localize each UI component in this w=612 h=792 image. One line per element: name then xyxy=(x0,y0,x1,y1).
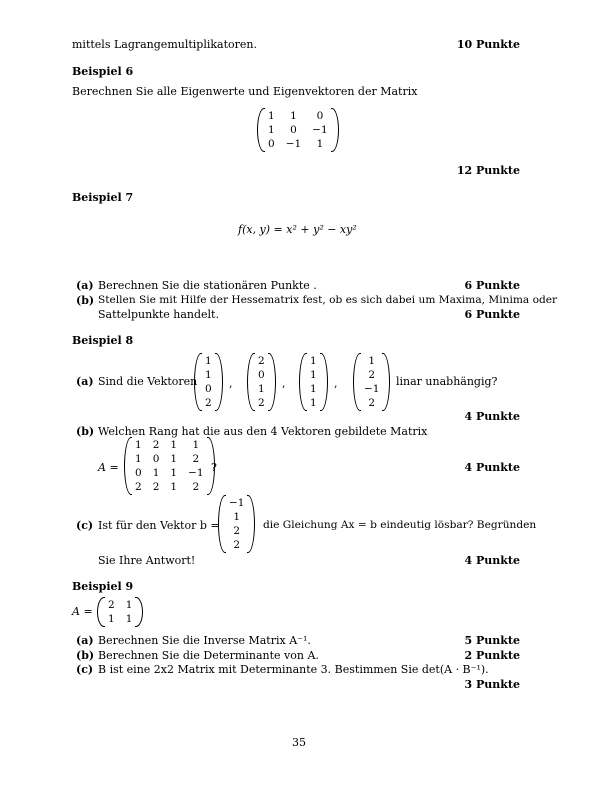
b7-a-label: (a) xyxy=(76,279,94,292)
matrix-cell: 1 xyxy=(170,481,178,493)
beispiel-7-heading: Beispiel 7 xyxy=(72,191,134,204)
right-paren xyxy=(268,353,276,411)
matrix-cell: 2 xyxy=(192,481,200,493)
b8-c-vector xyxy=(218,495,255,553)
beispiel-7-formula: f(x, y) = x² + y² − xy² xyxy=(238,223,357,236)
b8-vector-3 xyxy=(299,353,328,411)
b7-b-text2: Sattelpunkte handelt. xyxy=(98,308,219,321)
matrix-cell: 1 xyxy=(152,467,160,479)
matrix-cell: 1 xyxy=(170,439,178,451)
matrix-cell: −1 xyxy=(312,124,328,136)
left-paren xyxy=(97,597,105,627)
b8-vector-4 xyxy=(353,353,390,411)
left-paren xyxy=(218,495,226,553)
b7-b-text1: Stellen Sie mit Hilfe der Hessematrix fest, ob es sich dabei um Maxima, Minima oder xyxy=(98,294,558,306)
vector-cell: 1 xyxy=(205,369,212,381)
beispiel-6-matrix xyxy=(257,108,339,152)
matrix-cell: 2 xyxy=(108,599,115,611)
vector-cell: 1 xyxy=(233,511,241,523)
beispiel-6-heading: Beispiel 6 xyxy=(72,65,134,78)
b9-c-points: 3 Punkte xyxy=(464,678,520,691)
b9-a-label: (a) xyxy=(76,634,94,647)
vector-cell: 1 xyxy=(310,355,317,367)
beispiel-6-text: Berechnen Sie alle Eigenwerte und Eigenvektoren der Matrix xyxy=(72,85,418,98)
b8-c-label: (c) xyxy=(76,519,94,532)
b9-matrix xyxy=(97,597,143,627)
left-paren xyxy=(124,437,132,495)
vector-cell: 2 xyxy=(233,539,241,551)
matrix-cell: 1 xyxy=(192,439,200,451)
right-paren xyxy=(320,353,328,411)
matrix-cell: 1 xyxy=(268,124,275,136)
b7-b-label: (b) xyxy=(76,294,95,307)
matrix-cell: 0 xyxy=(316,110,324,122)
vector-cell: 1 xyxy=(310,383,317,395)
vector-cell: 2 xyxy=(205,397,212,409)
right-paren xyxy=(135,597,143,627)
right-paren xyxy=(215,353,223,411)
b8-a-tail: linar unabhängig? xyxy=(396,375,498,388)
vector-cell: 1 xyxy=(368,355,376,367)
matrix-cell: −1 xyxy=(285,138,302,150)
vector-cell: −1 xyxy=(229,497,245,509)
vector-cell: 0 xyxy=(205,383,212,395)
top-points: 10 Punkte xyxy=(456,38,520,51)
matrix-cell: 2 xyxy=(152,481,160,493)
matrix-cell: 1 xyxy=(290,110,297,122)
b7-a-text: Berechnen Sie die stationären Punkte . xyxy=(98,279,317,292)
beispiel-8-heading: Beispiel 8 xyxy=(72,334,134,347)
matrix-cell: 2 xyxy=(152,439,160,451)
vector-comma: , xyxy=(334,377,338,390)
beispiel-9-heading: Beispiel 9 xyxy=(72,580,134,593)
matrix-cell: 1 xyxy=(135,453,142,465)
matrix-cell: 2 xyxy=(192,453,200,465)
b9-b-label: (b) xyxy=(76,649,95,662)
matrix-cell: 0 xyxy=(152,453,160,465)
matrix-cell: 0 xyxy=(135,467,142,479)
b8-c-points: 4 Punkte xyxy=(464,554,520,567)
right-paren xyxy=(247,495,255,553)
beispiel-6-points: 12 Punkte xyxy=(456,164,520,177)
left-paren xyxy=(194,353,202,411)
right-paren xyxy=(331,108,339,152)
vector-cell: 1 xyxy=(310,369,317,381)
matrix-cell: 1 xyxy=(125,599,133,611)
vector-cell: 1 xyxy=(205,355,212,367)
vector-cell: 2 xyxy=(258,397,265,409)
b7-a-points: 6 Punkte xyxy=(464,279,520,292)
vector-comma: , xyxy=(229,377,233,390)
matrix-cell: 1 xyxy=(268,110,275,122)
b9-c-text: B ist eine 2x2 Matrix mit Determinante 3. Bestimmen Sie det(A · B⁻¹). xyxy=(98,663,489,676)
b8-a-points: 4 Punkte xyxy=(464,410,520,423)
matrix-cell: 2 xyxy=(135,481,142,493)
matrix-cell: 1 xyxy=(125,613,133,625)
b9-a-text: Berechnen Sie die Inverse Matrix A⁻¹. xyxy=(98,634,311,647)
b7-b-points: 6 Punkte xyxy=(464,308,520,321)
left-paren xyxy=(247,353,255,411)
page-number: 35 xyxy=(292,736,306,749)
matrix-cell: 0 xyxy=(268,138,275,150)
b8-b-text: Welchen Rang hat die aus den 4 Vektoren gebildete Matrix xyxy=(98,425,428,438)
matrix-cell: 1 xyxy=(170,467,178,479)
vector-cell: 2 xyxy=(368,397,376,409)
b8-vector-2 xyxy=(247,353,276,411)
vector-cell: 1 xyxy=(258,383,265,395)
b9-b-points: 2 Punkte xyxy=(464,649,520,662)
vector-cell: −1 xyxy=(364,383,380,395)
top-text: mittels Lagrangemultiplikatoren. xyxy=(72,38,257,51)
matrix-cell: −1 xyxy=(188,467,204,479)
left-paren xyxy=(353,353,361,411)
left-paren xyxy=(299,353,307,411)
vector-cell: 0 xyxy=(258,369,265,381)
b9-b-text: Berechnen Sie die Determinante von A. xyxy=(98,649,319,662)
b8-c-text: Ist für den Vektor b = xyxy=(98,519,220,532)
matrix-cell: 1 xyxy=(316,138,324,150)
b8-b-matrix xyxy=(124,437,215,495)
b8-vector-1 xyxy=(194,353,223,411)
matrix-cell: 1 xyxy=(170,453,178,465)
vector-cell: 2 xyxy=(258,355,265,367)
b8-c-text2: Sie Ihre Antwort! xyxy=(98,554,196,567)
b8-b-points: 4 Punkte xyxy=(464,461,520,474)
b8-a-label: (a) xyxy=(76,375,94,388)
b9-c-label: (c) xyxy=(76,663,94,676)
matrix-cell: 1 xyxy=(108,613,115,625)
vector-cell: 1 xyxy=(310,397,317,409)
b9-a-points: 5 Punkte xyxy=(464,634,520,647)
vector-comma: , xyxy=(282,377,286,390)
b9-lhs: A = xyxy=(72,605,93,618)
matrix-cell: 0 xyxy=(290,124,297,136)
vector-cell: 2 xyxy=(368,369,376,381)
left-paren xyxy=(257,108,265,152)
b8-b-lhs: A = xyxy=(98,461,119,474)
b8-a-text: Sind die Vektoren xyxy=(98,375,198,388)
matrix-cell: 1 xyxy=(135,439,142,451)
b8-c-tail: die Gleichung Ax = b eindeutig lösbar? Begründen xyxy=(263,519,537,531)
b8-b-question-mark: ? xyxy=(211,461,217,474)
right-paren xyxy=(382,353,390,411)
vector-cell: 2 xyxy=(233,525,241,537)
b8-b-label: (b) xyxy=(76,425,95,438)
